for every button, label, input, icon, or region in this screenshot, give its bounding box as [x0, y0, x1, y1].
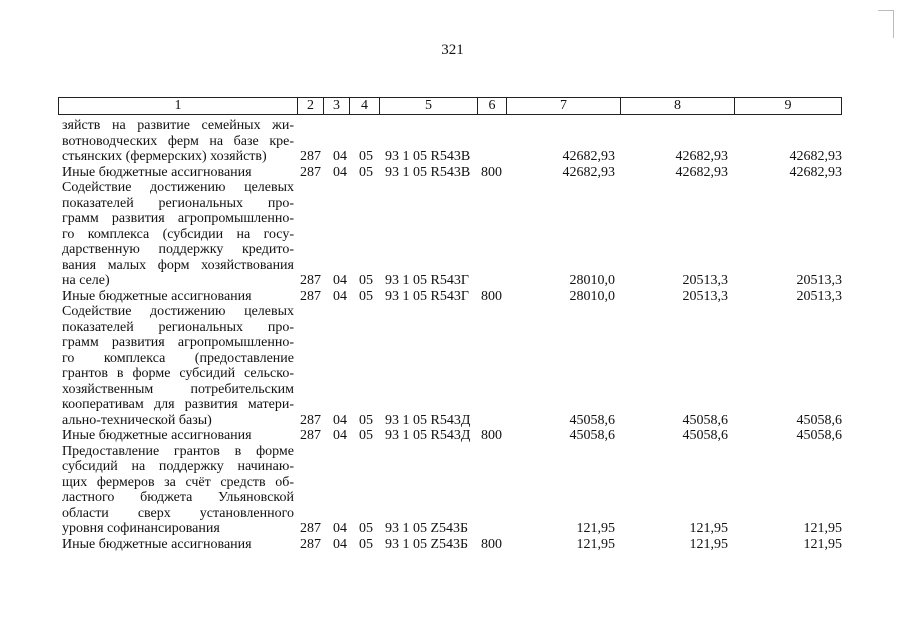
row-amount-col-8: 20513,3: [682, 288, 728, 304]
row-amount-col-8: 42682,93: [675, 149, 728, 164]
header-col-1: 1: [174, 98, 182, 113]
row-name-line: Иные бюджетные ассигнования: [62, 164, 252, 180]
row-section-code: 04: [333, 536, 347, 552]
row-amount-col-9: 42682,93: [789, 164, 842, 180]
header-col-5: 5: [379, 98, 477, 114]
row-name-line: грамм развития агропромышленно-: [62, 211, 294, 226]
row-name: [62, 304, 294, 428]
row-section-code: 04: [333, 273, 347, 288]
header-col-8: 8: [620, 98, 734, 114]
row-name-line: Иные бюджетные ассигнования: [62, 428, 252, 443]
row-amount-col-8: 45058,6: [682, 428, 728, 443]
header-col-6: 6: [477, 98, 506, 114]
row-name-line: вания малых форм хозяйствования: [62, 257, 294, 273]
row-subsection-code: 05: [359, 164, 373, 180]
row-name-line: зяйств на развитие семейных жи-: [62, 118, 294, 133]
row-name-line: показателей региональных про-: [62, 195, 294, 211]
row-name-line: ластного бюджета Ульяновской: [62, 490, 294, 505]
row-amount-col-9: 45058,6: [796, 428, 842, 443]
row-name-line: хозяйственным потребительским: [62, 381, 294, 397]
row-amount-col-9: 121,95: [803, 536, 842, 552]
row-chapter-code: 287: [300, 412, 321, 428]
row-subsection-code: 05: [359, 149, 373, 164]
table-header: [58, 97, 842, 115]
row-chapter-code: 287: [300, 149, 321, 164]
row-name: [62, 180, 294, 289]
row-name-line: стьянских (фермерских) хозяйств): [62, 149, 267, 164]
row-name: [62, 537, 294, 553]
header-col-3: 3: [323, 98, 349, 114]
page-number: 321: [441, 42, 464, 58]
row-name-line: Иные бюджетные ассигнования: [62, 288, 252, 304]
row-amount-col-9: 121,95: [803, 521, 842, 536]
row-target-article: 93 1 05 R543В: [385, 164, 471, 180]
row-section-code: 04: [333, 149, 347, 164]
row-amount-col-7: 42682,93: [562, 164, 615, 180]
row-name: [62, 444, 294, 537]
header-col-9: 9: [734, 98, 841, 114]
row-amount-col-9: 20513,3: [796, 288, 842, 304]
row-name-line: вотноводческих ферм на базе кре-: [62, 133, 294, 149]
row-name-line: субсидий на поддержку начинаю-: [62, 459, 294, 474]
row-chapter-code: 287: [300, 428, 321, 443]
row-amount-col-7: 28010,0: [569, 273, 615, 288]
row-name-line: Предоставление грантов в форме: [62, 443, 294, 459]
row-subsection-code: 05: [359, 273, 373, 288]
row-amount-col-9: 20513,3: [796, 273, 842, 288]
row-chapter-code: 287: [300, 164, 321, 180]
row-name-line: показателей региональных про-: [62, 319, 294, 335]
row-amount-col-7: 28010,0: [569, 288, 615, 304]
row-target-article: 93 1 05 R543В: [385, 149, 471, 164]
row-target-article: 93 1 05 Z543Б: [385, 536, 469, 552]
row-target-article: 93 1 05 Z543Б: [385, 521, 469, 536]
row-chapter-code: 287: [300, 288, 321, 304]
row-name-line: кооперативам для развития матери-: [62, 397, 294, 412]
row-section-code: 04: [333, 428, 347, 443]
row-name: [62, 165, 294, 181]
row-name-line: щих фермеров за счёт средств об-: [62, 474, 294, 490]
row-expense-type: 800: [481, 288, 502, 304]
row-name-line: грантов в форме субсидий сельско-: [62, 366, 294, 381]
row-subsection-code: 05: [359, 521, 373, 536]
row-name-line: грамм развития агропромышленно-: [62, 335, 294, 350]
row-name-line: го комплекса (предоставление: [62, 350, 294, 366]
row-amount-col-8: 42682,93: [675, 164, 728, 180]
row-name: [62, 289, 294, 305]
row-section-code: 04: [333, 521, 347, 536]
header-col-2: 2: [297, 98, 323, 114]
row-name: [62, 118, 294, 165]
row-amount-col-8: 121,95: [689, 521, 728, 536]
row-amount-col-7: 121,95: [576, 521, 615, 536]
row-name-line: Содействие достижению целевых: [62, 304, 294, 319]
row-amount-col-7: 45058,6: [569, 412, 615, 428]
row-expense-type: 800: [481, 428, 502, 443]
row-expense-type: 800: [481, 536, 502, 552]
header-col-4: 4: [349, 98, 379, 114]
row-chapter-code: 287: [300, 536, 321, 552]
row-name-line: Иные бюджетные ассигнования: [62, 536, 252, 552]
row-expense-type: 800: [481, 164, 502, 180]
row-name-line: Содействие достижению целевых: [62, 180, 294, 195]
row-name-line: го комплекса (субсидии на госу-: [62, 226, 294, 242]
row-amount-col-9: 45058,6: [796, 412, 842, 428]
row-section-code: 04: [333, 412, 347, 428]
row-name-line: дарственную поддержку кредито-: [62, 242, 294, 257]
row-chapter-code: 287: [300, 521, 321, 536]
row-name: [62, 428, 294, 444]
row-target-article: 93 1 05 R543Д: [385, 412, 471, 428]
row-amount-col-8: 45058,6: [682, 412, 728, 428]
row-subsection-code: 05: [359, 428, 373, 443]
row-amount-col-7: 45058,6: [569, 428, 615, 443]
row-amount-col-7: 121,95: [576, 536, 615, 552]
row-amount-col-8: 20513,3: [682, 273, 728, 288]
scan-edge-mark: [878, 10, 894, 11]
row-amount-col-7: 42682,93: [562, 149, 615, 164]
row-chapter-code: 287: [300, 273, 321, 288]
row-subsection-code: 05: [359, 412, 373, 428]
row-target-article: 93 1 05 R543Д: [385, 428, 471, 443]
row-target-article: 93 1 05 R543Г: [385, 273, 469, 288]
row-section-code: 04: [333, 164, 347, 180]
row-name-line: уровня софинансирования: [62, 521, 220, 536]
row-subsection-code: 05: [359, 288, 373, 304]
row-section-code: 04: [333, 288, 347, 304]
row-amount-col-8: 121,95: [689, 536, 728, 552]
row-name-line: на селе): [62, 273, 110, 288]
row-amount-col-9: 42682,93: [789, 149, 842, 164]
row-name-line: ально-технической базы): [62, 412, 212, 428]
row-subsection-code: 05: [359, 536, 373, 552]
header-col-7: 7: [506, 98, 620, 114]
scan-edge-mark: [893, 10, 894, 38]
row-target-article: 93 1 05 R543Г: [385, 288, 469, 304]
row-name-line: области сверх установленного: [62, 505, 294, 521]
